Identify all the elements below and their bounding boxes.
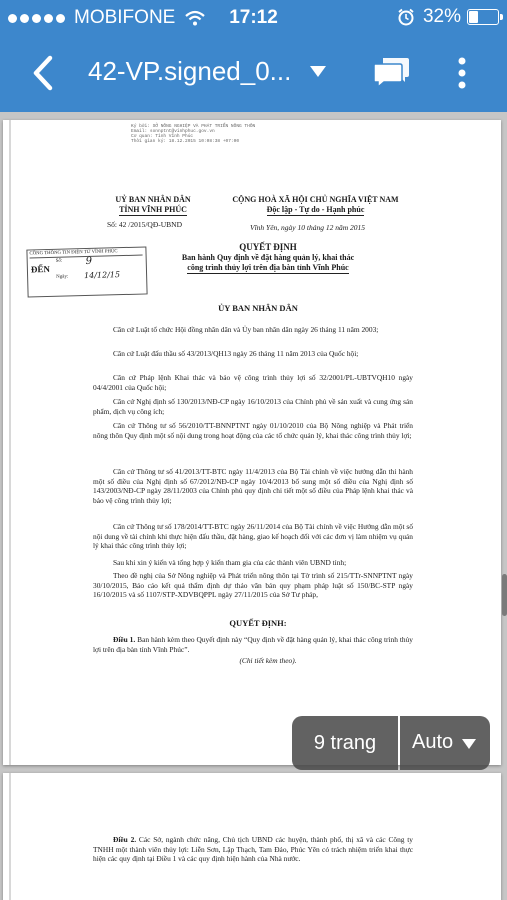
back-arrow-icon[interactable]: [28, 54, 62, 92]
decision-subtitle-line-1: Ban hành Quy định về đặt hàng quản lý, khai thác: [181, 253, 355, 262]
article-2-text: Các Sở, ngành chức năng, Chủ tịch UBND các huyện, thành phố, thị xã và các Công ty TNHH một thành viên thủy lợi: Liễn Sơn, Lập Thạch, Tam Đảo, Phúc Yên có trách nhiệm triển khai thực hiện các quy định tại Điều 1 và các quy định hiện hành của Nhà nước.: [93, 835, 413, 864]
status-right: [397, 6, 499, 28]
article-1-text: Ban hành kèm theo Quyết định này “Quy định về đặt hàng quản lý, khai thác công trình thủy lợi trên địa bàn tỉnh Vĩnh Phúc”.: [93, 635, 413, 654]
status-bar: [0, 0, 507, 34]
decision-heading: QUYẾT ĐỊNH:: [229, 618, 287, 628]
received-stamp: [26, 246, 147, 297]
battery-icon: [467, 9, 499, 25]
issuer-header: [103, 195, 203, 216]
legal-basis-paragraph: Căn cứ Thông tư số 178/2014/TT-BTC ngày 26/11/2014 của Bộ Tài chính về việc Hướng dẫn một số nội dung về tài chính khi thực hiện đấu thầu, đặt hàng, giao kế hoạch đối với các đơn vị làm nhiệm vụ quản lý khai thác công trình thủy lợi;: [93, 522, 413, 551]
national-motto: Độc lập - Tự do - Hạnh phúc: [266, 205, 365, 214]
signature-line: Email: sonnptnt@vinhphuc.gov.vn: [131, 129, 215, 134]
legal-basis-paragraph: Căn cứ Luật tổ chức Hội đồng nhân dân và Ủy ban nhân dân ngày 26 tháng 11 năm 2003;: [113, 325, 379, 334]
decision-subtitle-line-2: công trình thủy lợi trên địa bàn tỉnh Vĩnh Phúc: [187, 263, 349, 272]
scan-edge: [9, 120, 11, 765]
document-title[interactable]: 42-VP.signed_0...: [88, 56, 292, 86]
document-page-2: [3, 773, 501, 900]
battery-percent: 32%: [422, 6, 461, 27]
legal-basis-paragraph: Căn cứ Thông tư số 41/2013/TT-BTC ngày 11/4/2013 của Bộ Tài chính về việc hướng dẫn thi hành một số điều của Nghị định số 67/2012/NĐ-CP ngày 10/4/2013 bổ sung một số điều của Nghị định số 143/2003/NĐ-CP ngày 28/11/2003 của Chính phủ quy định chi tiết một số điều của Pháp lệnh khai thác và bảo vệ công trình thủy lợi;: [93, 467, 413, 505]
stamp-den: ĐẾN: [30, 263, 51, 275]
scrollbar-thumb[interactable]: [502, 574, 507, 616]
scan-edge: [9, 773, 11, 900]
status-time: 17:12: [229, 7, 278, 28]
legal-basis-paragraph: Theo đề nghị của Sở Nông nghiệp và Phát triển nông thôn tại Tờ trình số 215/TTr-SNNPTNT ngày 30/10/2015, Báo cáo kết quả thẩm định dự thảo văn bản quy phạm pháp luật số 150/BC-STP ngày 16/10/2015 và số 1107/STP-XDVBQPPL ngày 27/11/2015 của Sở Tư pháp,: [93, 571, 413, 600]
issuing-authority: ỦY BAN NHÂN DÂN: [218, 303, 298, 313]
stamp-org: CÔNG THÔNG TIN ĐIỆN TỬ VĨNH PHÚC: [29, 248, 142, 259]
attachment-note: (Chi tiết kèm theo).: [239, 656, 297, 665]
signature-line: Ký bởi: SỞ NÔNG NGHIỆP VÀ PHÁT TRIỂN NÔNG THÔN: [131, 124, 256, 129]
more-options-icon[interactable]: [452, 54, 472, 92]
digital-signature-info: [131, 124, 255, 144]
zoom-label: Auto: [412, 731, 454, 753]
article-1: [93, 635, 413, 654]
article-2: [93, 835, 413, 864]
legal-basis-paragraph: Căn cứ Thông tư số 56/2010/TT-BNNPTNT ngày 01/10/2010 của Bộ Nông nghiệp và Phát triển nông thôn Quy định một số nội dung trong hoạt động của các tổ chức quản lý, khai thác công trình thủy lợi;: [93, 421, 413, 440]
legal-basis-paragraph: Căn cứ Nghị định số 130/2013/NĐ-CP ngày 16/10/2013 của Chính phủ về sản xuất và cung ứng sản phẩm, dịch vụ công ích;: [93, 397, 413, 416]
signature-line: Cơ quan: Tỉnh Vĩnh Phúc: [131, 134, 194, 139]
decision-subtitle: [153, 253, 383, 274]
document-page-1: [3, 120, 501, 765]
caret-down-icon: [462, 739, 476, 749]
signature-line: Thời gian ký: 18.12.2015 10:08:38 +07:00: [131, 139, 240, 144]
legal-basis-paragraph: Căn cứ Pháp lệnh Khai thác và bảo vệ công trình thủy lợi số 32/2001/PL-UBTVQH10 ngày 04/4/2001 của Quốc hội;: [93, 373, 413, 392]
legal-basis-paragraph: Sau khi xin ý kiến và tổng hợp ý kiến tham gia của các thành viên UBND tỉnh;: [113, 558, 347, 567]
stamp-ngay-label: Ngày:: [56, 274, 69, 280]
document-viewer[interactable]: [0, 112, 507, 900]
issuer-line-1: UỶ BAN NHÂN DÂN: [115, 195, 191, 204]
comments-icon[interactable]: [373, 56, 411, 90]
zoom-select[interactable]: [400, 716, 490, 770]
chevron-down-icon[interactable]: [310, 66, 326, 78]
issuer-line-2: TỈNH VĨNH PHÚC: [119, 205, 187, 214]
article-2-label: Điều 2.: [113, 835, 137, 844]
stamp-so-value: 9: [85, 255, 93, 268]
legal-basis-paragraph: Căn cứ Luật đấu thầu số 43/2013/QH13 ngày 26 tháng 11 năm 2013 của Quốc hội;: [113, 349, 359, 358]
page-count-button[interactable]: 9 trang: [292, 716, 398, 770]
article-1-label: Điều 1.: [113, 635, 136, 644]
decision-title: QUYẾT ĐỊNH: [239, 242, 297, 252]
stamp-ngay-value: 14/12/15: [83, 270, 121, 281]
document-date: Vĩnh Yên, ngày 10 tháng 12 năm 2015: [250, 223, 365, 232]
carrier-name: MOBIFONE: [74, 7, 176, 28]
document-number: Số: 42 /2015/QĐ-UBND: [107, 220, 183, 229]
stamp-so-label: Số:: [55, 258, 63, 264]
app-toolbar: [0, 34, 507, 112]
alarm-icon: [397, 8, 415, 26]
national-title: CỘNG HOÀ XÃ HỘI CHỦ NGHĨA VIỆT NAM: [232, 195, 399, 204]
national-header: [228, 195, 403, 216]
